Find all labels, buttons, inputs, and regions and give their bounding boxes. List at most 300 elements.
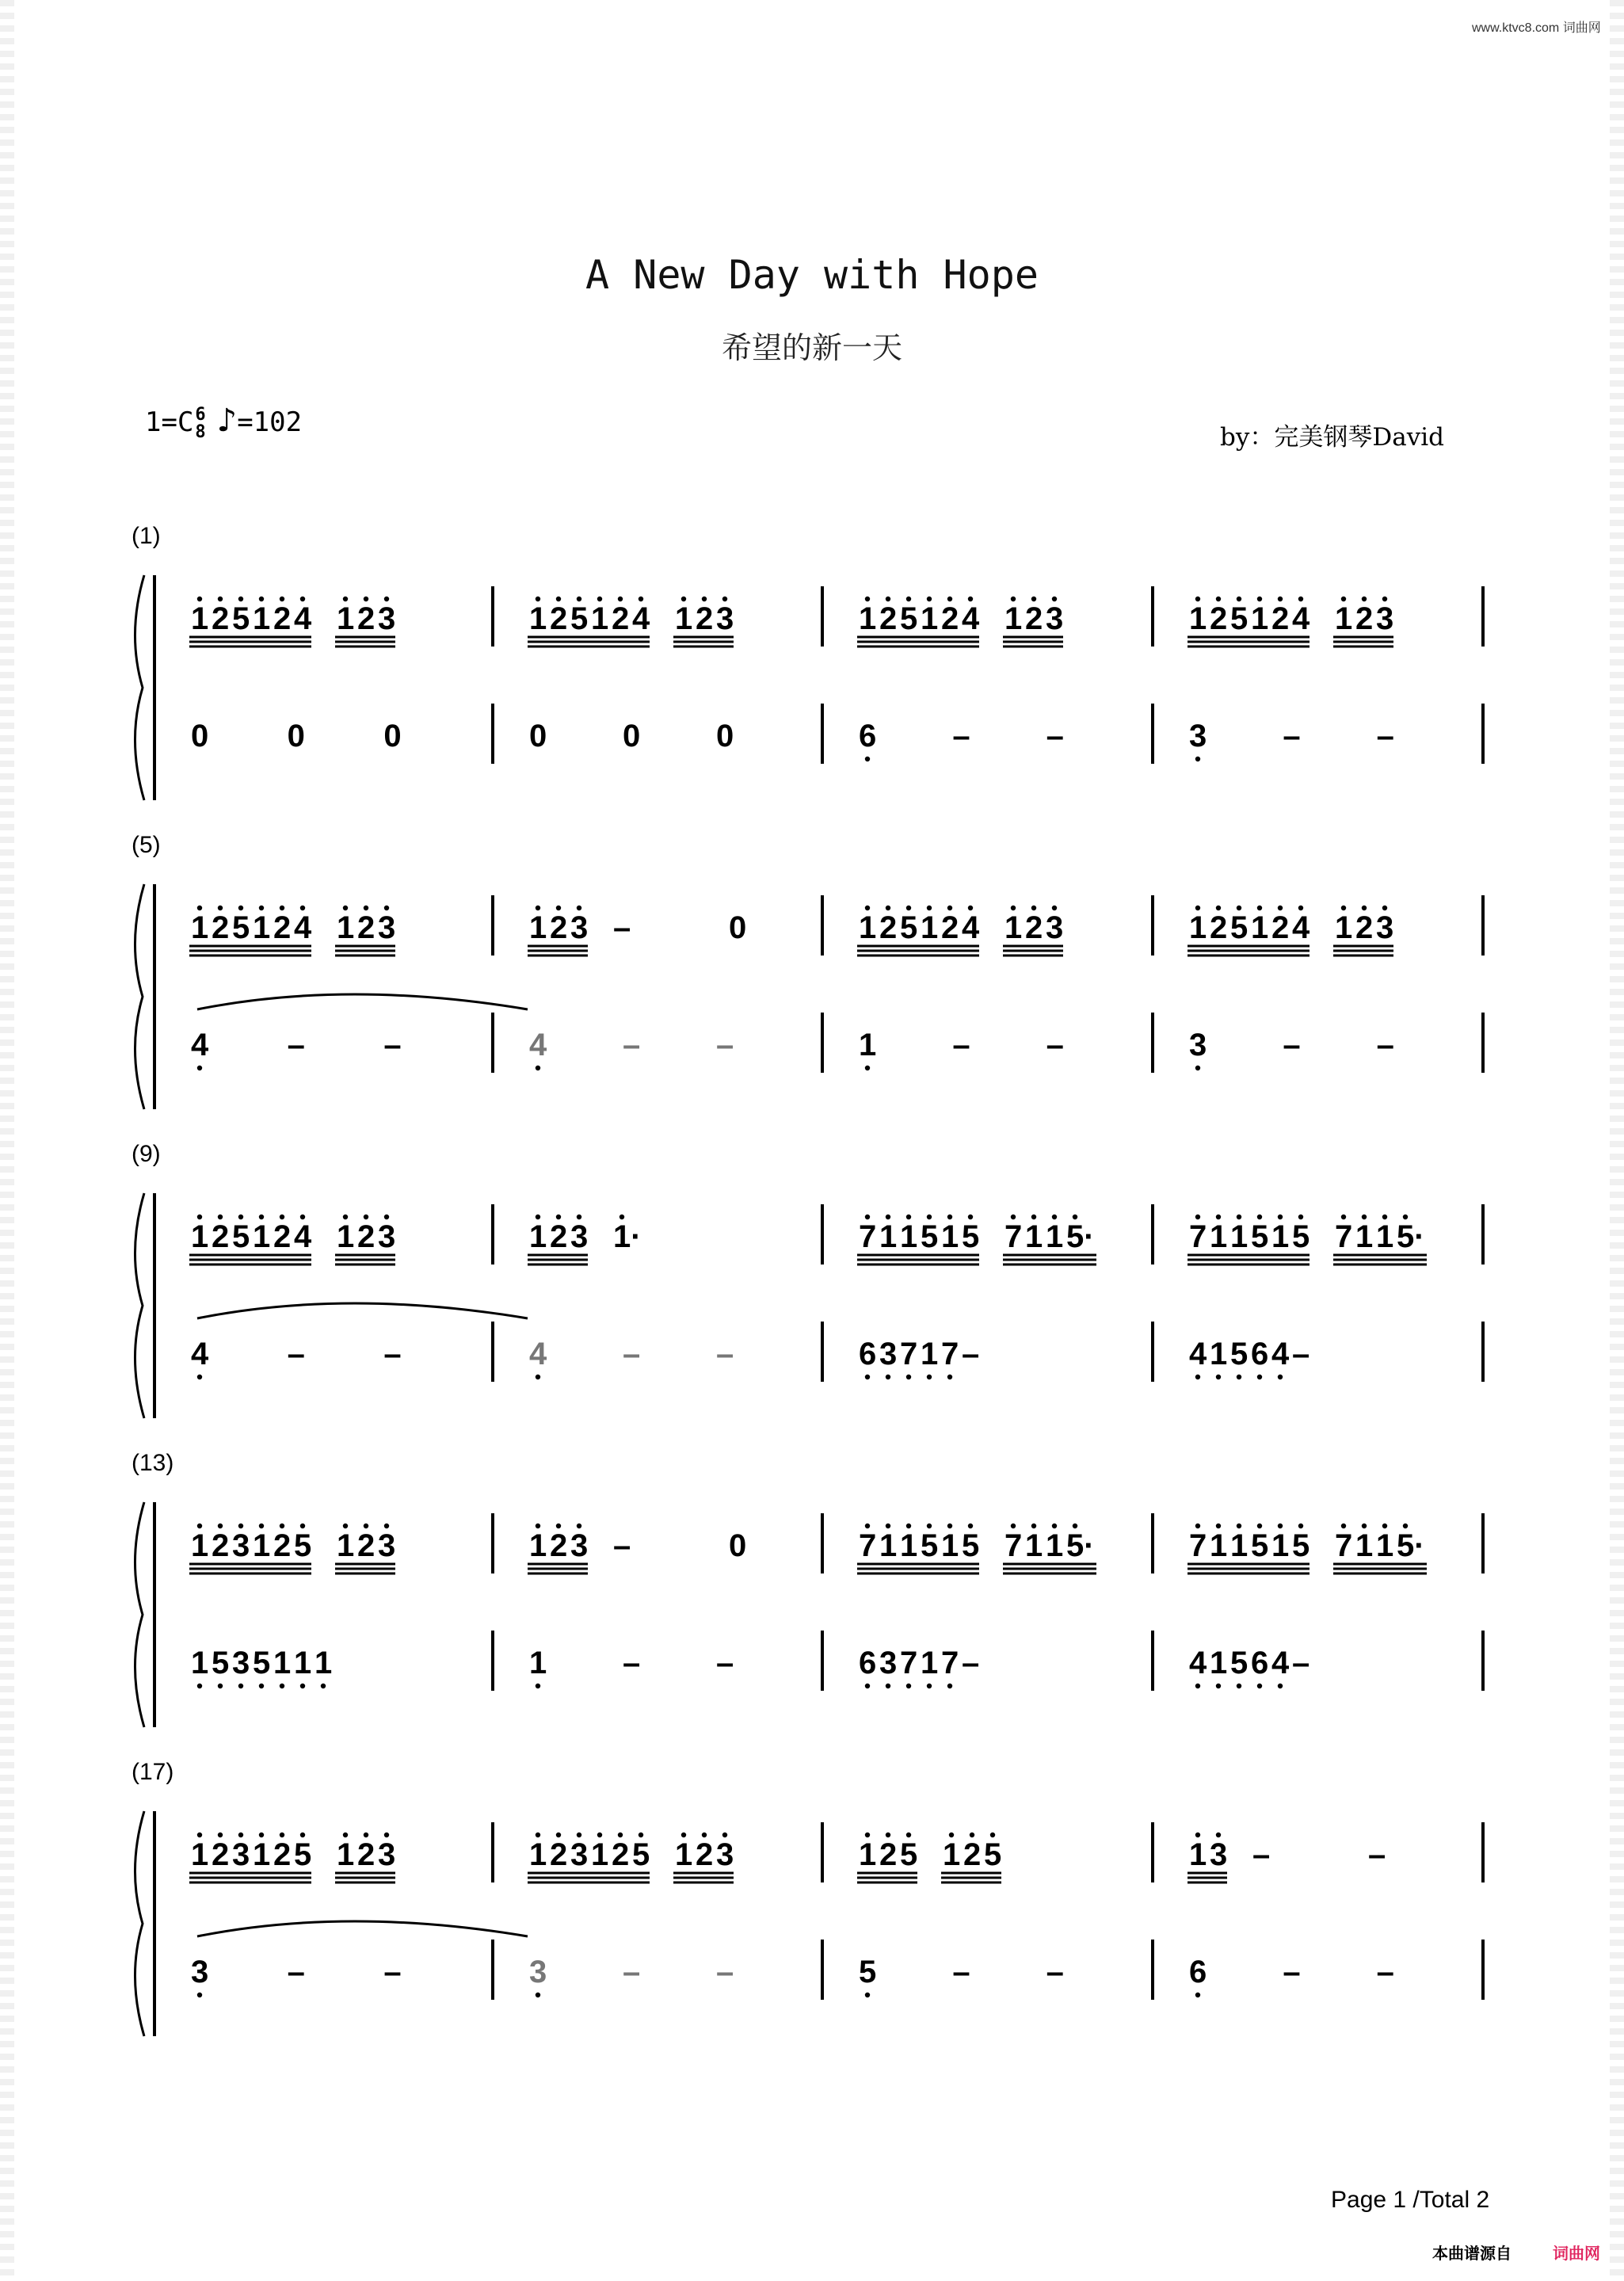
- octave-dot: [384, 1215, 389, 1219]
- low-octave-dot: [197, 1684, 202, 1688]
- treble-note: 2: [1210, 910, 1228, 945]
- treble-note: 2: [273, 601, 292, 636]
- treble-note: 1: [1046, 1219, 1064, 1254]
- treble-note: 1·: [613, 1219, 642, 1254]
- octave-dot: [1011, 906, 1016, 910]
- treble-note: 3: [378, 1219, 396, 1254]
- treble-note: 3: [232, 1837, 250, 1872]
- bass-note: –: [1046, 1955, 1064, 1989]
- octave-dot: [556, 906, 561, 910]
- treble-note: 1: [591, 1837, 609, 1872]
- low-octave-dot: [1216, 1684, 1221, 1688]
- page-indicator: Page 1 /Total 2: [1331, 2187, 1490, 2213]
- octave-dot: [1278, 1524, 1283, 1528]
- treble-note: 1: [1335, 910, 1353, 945]
- octave-dot: [1237, 597, 1241, 601]
- bass-note: 3: [1189, 719, 1207, 753]
- bass-note: 4: [1189, 1337, 1207, 1371]
- treble-note: 2: [941, 910, 959, 945]
- bass-note: –: [623, 1028, 641, 1062]
- treble-note: 5: [962, 1528, 980, 1563]
- octave-dot: [1195, 1524, 1200, 1528]
- octave-dot: [238, 1215, 243, 1219]
- treble-note: 1: [1189, 910, 1207, 945]
- octave-dot: [536, 906, 540, 910]
- octave-dot: [927, 1524, 932, 1528]
- octave-dot: [906, 597, 911, 601]
- low-octave-dot: [865, 1684, 870, 1688]
- bass-note: –: [287, 1028, 305, 1062]
- octave-dot: [536, 1524, 540, 1528]
- octave-dot: [259, 1833, 264, 1837]
- octave-dot: [1195, 1833, 1200, 1837]
- brace: [135, 1811, 144, 2036]
- treble-note: 1: [337, 1837, 355, 1872]
- treble-note: 1: [675, 1837, 693, 1872]
- low-octave-dot: [865, 1993, 870, 1997]
- octave-dot: [364, 1524, 368, 1528]
- bass-note: 6: [1251, 1646, 1269, 1680]
- treble-note: 7: [1335, 1219, 1353, 1254]
- treble-note: 1: [900, 1528, 918, 1563]
- tie-arc: [197, 1921, 528, 1936]
- low-octave-dot: [197, 1066, 202, 1070]
- octave-dot: [1382, 1215, 1387, 1219]
- treble-note: 1: [191, 1219, 209, 1254]
- octave-dot: [300, 1833, 305, 1837]
- octave-dot: [968, 1215, 973, 1219]
- treble-note: 7: [1189, 1219, 1207, 1254]
- octave-dot: [1237, 1524, 1241, 1528]
- measure-number: (17): [132, 1759, 174, 1785]
- octave-dot: [927, 597, 932, 601]
- octave-dot: [681, 597, 686, 601]
- octave-dot: [577, 906, 581, 910]
- bass-note: 0: [623, 719, 641, 753]
- treble-note: 1: [191, 1528, 209, 1563]
- octave-dot: [218, 597, 223, 601]
- octave-dot: [886, 597, 890, 601]
- treble-note: 2: [357, 601, 376, 636]
- octave-dot: [1403, 1215, 1408, 1219]
- low-octave-dot: [906, 1375, 911, 1379]
- low-octave-dot: [1216, 1375, 1221, 1379]
- octave-dot: [906, 906, 911, 910]
- low-octave-dot: [1237, 1375, 1241, 1379]
- octave-dot: [1216, 1524, 1221, 1528]
- bass-note: 1: [921, 1337, 939, 1371]
- brace: [135, 884, 144, 1109]
- bass-note: –: [952, 1955, 970, 1989]
- low-octave-dot: [927, 1684, 932, 1688]
- treble-note: 1: [921, 601, 939, 636]
- treble-note: 2: [963, 1837, 982, 1872]
- octave-dot: [1216, 1215, 1221, 1219]
- treble-note: 1: [1005, 601, 1023, 636]
- bass-note: –: [1283, 1955, 1301, 1989]
- bass-note: 4: [191, 1028, 209, 1062]
- treble-note: 2: [212, 1219, 230, 1254]
- time-signature-bottom: 8: [195, 421, 206, 442]
- octave-dot: [238, 1833, 243, 1837]
- octave-dot: [1031, 1215, 1036, 1219]
- treble-note: 2: [273, 1219, 292, 1254]
- octave-dot: [906, 1833, 911, 1837]
- bass-note: –: [623, 1955, 641, 1989]
- octave-dot: [1195, 906, 1200, 910]
- footer-brand-logo: 词曲网: [1553, 2245, 1600, 2263]
- octave-dot: [1362, 1215, 1367, 1219]
- treble-note: 2: [879, 1837, 898, 1872]
- bass-note: 5: [253, 1646, 271, 1680]
- octave-dot: [1216, 1833, 1221, 1837]
- treble-note: 1: [1046, 1528, 1064, 1563]
- treble-note: 7: [859, 1528, 877, 1563]
- octave-dot: [927, 1215, 932, 1219]
- treble-note: 4: [294, 601, 312, 636]
- treble-note: 4: [962, 601, 980, 636]
- octave-dot: [1031, 906, 1036, 910]
- low-octave-dot: [1237, 1684, 1241, 1688]
- octave-dot: [384, 906, 389, 910]
- octave-dot: [947, 906, 952, 910]
- bass-note: –: [716, 1646, 734, 1680]
- octave-dot: [968, 906, 973, 910]
- treble-note: 2: [550, 1528, 568, 1563]
- treble-note: 3: [570, 1528, 589, 1563]
- octave-dot: [300, 1215, 305, 1219]
- treble-note: 2: [273, 1837, 292, 1872]
- bass-note: –: [1376, 1028, 1394, 1062]
- octave-dot: [1011, 597, 1016, 601]
- octave-dot: [280, 906, 284, 910]
- treble-note: 2: [1025, 601, 1043, 636]
- measure-number: (13): [132, 1450, 174, 1476]
- bass-note: –: [383, 1028, 402, 1062]
- octave-dot: [343, 1524, 348, 1528]
- octave-dot: [1073, 1215, 1077, 1219]
- treble-note: 2: [550, 1219, 568, 1254]
- eighth-note-icon: ♪: [216, 402, 238, 439]
- bass-note: 4: [1189, 1646, 1207, 1680]
- bass-note: –: [287, 1955, 305, 1989]
- treble-note: 5·: [1066, 1528, 1095, 1563]
- bass-note: –: [383, 1337, 402, 1371]
- octave-dot: [280, 1524, 284, 1528]
- brace: [135, 1502, 144, 1727]
- bass-note: –: [1376, 719, 1394, 753]
- treble-note: 1: [1025, 1528, 1043, 1563]
- treble-note: 5: [1292, 1528, 1310, 1563]
- brace: [135, 575, 144, 800]
- treble-note: 1: [1251, 601, 1269, 636]
- bass-note: –: [1283, 1028, 1301, 1062]
- bass-note: 7: [941, 1646, 959, 1680]
- treble-note: 1: [1189, 1837, 1207, 1872]
- octave-dot: [970, 1833, 974, 1837]
- bass-note: –: [952, 1028, 970, 1062]
- tempo-value: =102: [237, 406, 303, 438]
- time-signature-top: 6: [195, 404, 206, 425]
- treble-note: 1: [337, 601, 355, 636]
- bass-note: 1: [859, 1028, 877, 1062]
- treble-note: 1: [253, 1219, 271, 1254]
- octave-dot: [681, 1833, 686, 1837]
- octave-dot: [1052, 906, 1057, 910]
- bass-note: 1: [921, 1646, 939, 1680]
- low-octave-dot: [1278, 1684, 1283, 1688]
- bass-note: –: [1292, 1337, 1310, 1371]
- octave-dot: [343, 1215, 348, 1219]
- bass-note: 7: [900, 1646, 918, 1680]
- bass-note: 5: [1230, 1337, 1248, 1371]
- bass-note: 6: [1251, 1337, 1269, 1371]
- low-octave-dot: [865, 757, 870, 761]
- treble-note: 1: [253, 1837, 271, 1872]
- octave-dot: [906, 1215, 911, 1219]
- treble-note: 1: [1230, 1528, 1248, 1563]
- treble-note: 1: [675, 601, 693, 636]
- bass-note: 4: [529, 1337, 547, 1371]
- brace: [135, 1193, 144, 1418]
- treble-note: 1: [591, 601, 609, 636]
- treble-note: 5·: [1066, 1219, 1095, 1254]
- treble-note: 1: [1335, 601, 1353, 636]
- treble-note: 7: [1335, 1528, 1353, 1563]
- treble-note: –: [1252, 1837, 1271, 1872]
- octave-dot: [259, 597, 264, 601]
- octave-dot: [1011, 1215, 1016, 1219]
- treble-note: 2: [273, 910, 292, 945]
- bass-note: –: [1046, 719, 1064, 753]
- treble-note: 2: [357, 1528, 376, 1563]
- treble-note: 1: [859, 910, 877, 945]
- treble-note: 1: [1189, 601, 1207, 636]
- octave-dot: [1216, 597, 1221, 601]
- octave-dot: [280, 1833, 284, 1837]
- treble-note: 1: [529, 1219, 547, 1254]
- octave-dot: [1341, 597, 1346, 601]
- treble-note: 3: [378, 910, 396, 945]
- octave-dot: [300, 597, 305, 601]
- octave-dot: [1362, 1524, 1367, 1528]
- octave-dot: [218, 1833, 223, 1837]
- tie-arc: [197, 994, 528, 1009]
- octave-dot: [1195, 1215, 1200, 1219]
- low-octave-dot: [280, 1684, 284, 1688]
- treble-note: 3: [716, 1837, 734, 1872]
- octave-dot: [1216, 906, 1221, 910]
- low-octave-dot: [1195, 1993, 1200, 1997]
- treble-note: 2: [357, 1837, 376, 1872]
- treble-note: 2: [1355, 910, 1374, 945]
- octave-dot: [280, 1215, 284, 1219]
- octave-dot: [280, 597, 284, 601]
- octave-dot: [259, 1524, 264, 1528]
- bass-note: 1: [294, 1646, 312, 1680]
- bass-note: 3: [529, 1955, 547, 1989]
- treble-note: 1: [1210, 1528, 1228, 1563]
- bass-note: 4: [1271, 1337, 1290, 1371]
- treble-note: 2: [357, 1219, 376, 1254]
- measure-number: (9): [132, 1141, 161, 1167]
- octave-dot: [197, 1524, 202, 1528]
- bass-note: –: [962, 1646, 980, 1680]
- treble-note: 5: [294, 1528, 312, 1563]
- treble-note: 5: [570, 601, 589, 636]
- bass-note: 7: [941, 1337, 959, 1371]
- octave-dot: [343, 906, 348, 910]
- treble-note: 5: [1230, 601, 1248, 636]
- octave-dot: [1298, 597, 1303, 601]
- treble-note: 1: [529, 1837, 547, 1872]
- low-octave-dot: [536, 1684, 540, 1688]
- low-octave-dot: [865, 1066, 870, 1070]
- octave-dot: [639, 1833, 643, 1837]
- treble-note: 7: [859, 1219, 877, 1254]
- octave-dot: [259, 906, 264, 910]
- bass-note: 3: [1189, 1028, 1207, 1062]
- bass-note: –: [1283, 719, 1301, 753]
- treble-note: 3: [570, 1219, 589, 1254]
- treble-note: 3: [570, 1837, 589, 1872]
- treble-note: 1: [859, 601, 877, 636]
- octave-dot: [597, 597, 602, 601]
- treble-note: 2: [1271, 601, 1290, 636]
- octave-dot: [1031, 597, 1036, 601]
- treble-note: 1: [337, 910, 355, 945]
- octave-dot: [259, 1215, 264, 1219]
- octave-dot: [197, 1215, 202, 1219]
- bass-note: –: [623, 1646, 641, 1680]
- treble-note: 3: [570, 910, 589, 945]
- octave-dot: [886, 1833, 890, 1837]
- octave-dot: [1257, 1215, 1262, 1219]
- octave-dot: [343, 597, 348, 601]
- octave-dot: [1382, 597, 1387, 601]
- treble-note: 3: [232, 1528, 250, 1563]
- treble-note: 3: [1210, 1837, 1228, 1872]
- treble-note: 5·: [1397, 1219, 1425, 1254]
- octave-dot: [1052, 1524, 1057, 1528]
- treble-note: 3: [1046, 910, 1064, 945]
- octave-dot: [577, 597, 581, 601]
- treble-note: 0: [729, 1528, 747, 1563]
- octave-dot: [364, 1833, 368, 1837]
- treble-note: 2: [212, 910, 230, 945]
- treble-note: 2: [550, 601, 568, 636]
- treble-note: 1: [1376, 1219, 1394, 1254]
- bass-note: 4: [191, 1337, 209, 1371]
- treble-note: 1: [1005, 910, 1023, 945]
- treble-note: 4: [962, 910, 980, 945]
- bass-note: –: [623, 1337, 641, 1371]
- octave-dot: [536, 1215, 540, 1219]
- bass-note: 4: [1271, 1646, 1290, 1680]
- octave-dot: [577, 1833, 581, 1837]
- octave-dot: [865, 597, 870, 601]
- treble-note: 3: [378, 601, 396, 636]
- low-octave-dot: [927, 1375, 932, 1379]
- octave-dot: [1298, 906, 1303, 910]
- treble-note: 1: [529, 910, 547, 945]
- octave-dot: [1278, 1215, 1283, 1219]
- octave-dot: [722, 597, 727, 601]
- tie-arc: [197, 1303, 528, 1318]
- treble-note: 7: [1005, 1219, 1023, 1254]
- bass-note: –: [716, 1337, 734, 1371]
- low-octave-dot: [886, 1684, 890, 1688]
- treble-note: 0: [729, 910, 747, 945]
- treble-note: 1: [1025, 1219, 1043, 1254]
- treble-note: 1: [900, 1219, 918, 1254]
- score-title: A New Day with Hope: [585, 252, 1039, 298]
- low-octave-dot: [218, 1684, 223, 1688]
- treble-note: 1: [921, 910, 939, 945]
- treble-note: 5: [921, 1219, 939, 1254]
- treble-note: 5: [900, 1837, 918, 1872]
- octave-dot: [556, 1833, 561, 1837]
- treble-note: 3: [1376, 910, 1394, 945]
- low-octave-dot: [536, 1375, 540, 1379]
- treble-note: 1: [1210, 1219, 1228, 1254]
- octave-dot: [722, 1833, 727, 1837]
- octave-dot: [865, 906, 870, 910]
- treble-note: 5: [232, 910, 250, 945]
- low-octave-dot: [536, 1066, 540, 1070]
- treble-note: –: [613, 1528, 631, 1563]
- footer-source-label: 本曲谱源自: [1432, 2245, 1512, 2263]
- treble-note: 5: [1251, 1219, 1269, 1254]
- low-octave-dot: [947, 1375, 952, 1379]
- bass-note: 3: [191, 1955, 209, 1989]
- octave-dot: [556, 597, 561, 601]
- treble-note: 3: [716, 601, 734, 636]
- octave-dot: [1237, 906, 1241, 910]
- treble-note: 1: [191, 910, 209, 945]
- octave-dot: [947, 1215, 952, 1219]
- treble-note: –: [613, 910, 631, 945]
- treble-note: 1: [337, 1219, 355, 1254]
- treble-note: 1: [1271, 1528, 1290, 1563]
- bass-note: 3: [879, 1337, 898, 1371]
- octave-dot: [1257, 597, 1262, 601]
- low-octave-dot: [259, 1684, 264, 1688]
- octave-dot: [197, 906, 202, 910]
- treble-note: 5: [1292, 1219, 1310, 1254]
- low-octave-dot: [1195, 1375, 1200, 1379]
- octave-dot: [1052, 597, 1057, 601]
- octave-dot: [218, 1215, 223, 1219]
- octave-dot: [1278, 906, 1283, 910]
- octave-dot: [1073, 1524, 1077, 1528]
- octave-dot: [218, 906, 223, 910]
- octave-dot: [300, 906, 305, 910]
- octave-dot: [639, 597, 643, 601]
- octave-dot: [619, 1215, 624, 1219]
- treble-note: 4: [632, 601, 650, 636]
- measure-number: (1): [132, 523, 161, 549]
- bass-note: 0: [287, 719, 305, 753]
- treble-note: 1: [529, 1528, 547, 1563]
- bass-note: 6: [859, 719, 877, 753]
- treble-note: 1: [943, 1837, 961, 1872]
- treble-note: 5: [294, 1837, 312, 1872]
- bass-note: 0: [716, 719, 734, 753]
- treble-note: 1: [253, 1528, 271, 1563]
- octave-dot: [364, 1215, 368, 1219]
- low-octave-dot: [1278, 1375, 1283, 1379]
